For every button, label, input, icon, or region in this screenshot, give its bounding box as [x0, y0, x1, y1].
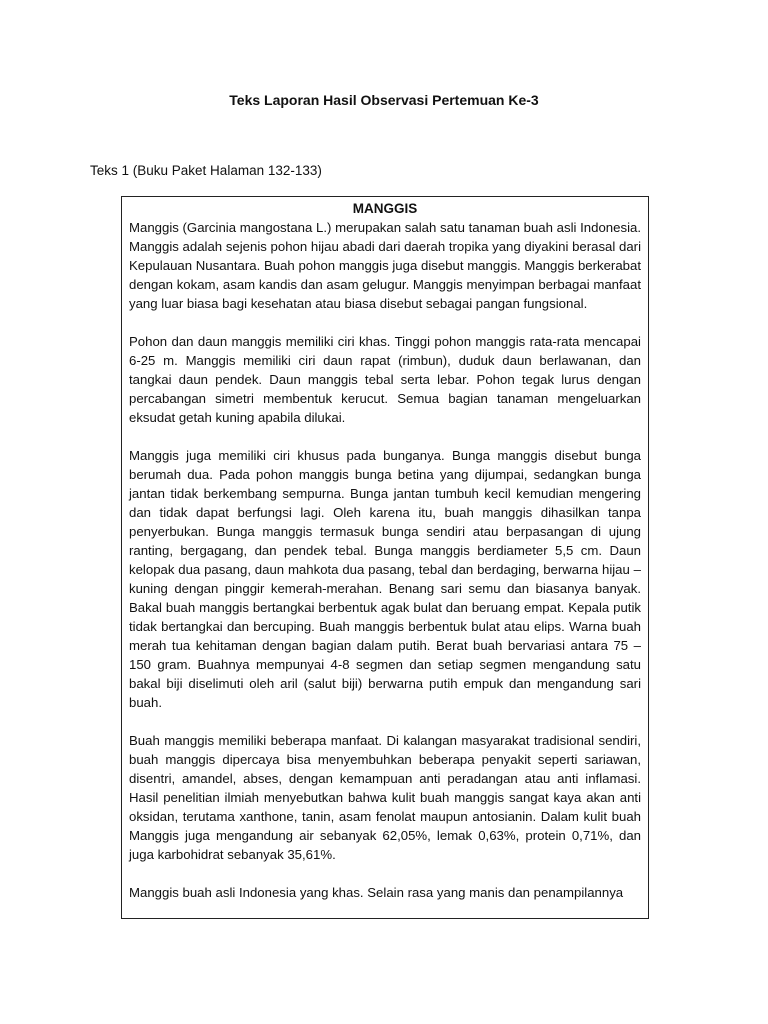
- text-source-subheading: Teks 1 (Buku Paket Halaman 132-133): [90, 163, 322, 178]
- paragraph-intro: Manggis (Garcinia mangostana L.) merupakan salah satu tanaman buah asli Indonesia. Manggis adalah sejenis pohon hijau abadi dari daerah tropika yang diyakini berasal dari Kepulauan Nusantara. Buah pohon manggis juga disebut manggis. Manggis berkerabat dengan kokam, asam kandis dan asam gelugur. Manggis menyimpan berbagai manfaat yang luar biasa bagi kesehatan atau biasa disebut sebagai pangan fungsional.: [129, 220, 641, 311]
- paragraph-benefits: Buah manggis memiliki beberapa manfaat. Di kalangan masyarakat tradisional sendiri, buah manggis dipercaya bisa menyembuhkan beberapa penyakit seperti sariawan, disentri, amandel, abses, dengan kemampuan anti peradangan atau anti inflamasi. Hasil penelitian ilmiah menyebutkan bahwa kulit buah manggis sangat kaya akan anti oksidan, terutama xanthone, tanin, asam fenolat maupun antosianin. Dalam kulit buah Manggis juga mengandung air sebanyak 62,05%, lemak 0,63%, protein 0,71%, dan juga karbohidrat sebanyak 35,61%.: [129, 733, 641, 862]
- document-title: Teks Laporan Hasil Observasi Pertemuan Ke-3: [229, 92, 539, 108]
- box-heading: MANGGIS: [352, 201, 418, 216]
- text-box: [121, 196, 649, 919]
- paragraph-tree-leaves: Pohon dan daun manggis memiliki ciri khas. Tinggi pohon manggis rata-rata mencapai 6-25 m. Manggis memiliki ciri daun rapat (rimbun), duduk daun berlawanan, dan tangkai daun pendek. Daun manggis tebal serta lebar. Pohon tegak lurus dengan percabangan simetri membentuk kerucut. Semua bagian tanaman mengeluarkan eksudat getah kuning apabila dilukai.: [129, 334, 641, 425]
- paragraph-closing: Manggis buah asli Indonesia yang khas. Selain rasa yang manis dan penampilannya: [129, 885, 624, 900]
- paragraph-flowers-fruit: Manggis juga memiliki ciri khusus pada bunganya. Bunga manggis disebut bunga berumah dua. Pada pohon manggis bunga betina yang dijumpai, sedangkan bunga jantan tidak berkembang sempurna. Bunga jantan tumbuh kecil kemudian mengering dan tidak dapat berfungsi lagi. Oleh karena itu, buah manggis dihasilkan tanpa penyerbukan. Bunga manggis termasuk bunga sendiri atau berpasangan di ujung ranting, bergagang, dan pendek tebal. Bunga manggis berdiameter 5,5 cm. Daun kelopak dua pasang, daun mahkota dua pasang, tebal dan berdaging, berwarna hijau – kuning dengan pinggir kemerah-merahan. Benang sari semu dan biasanya banyak. Bakal buah manggis bertangkai berbentuk agak bulat dan beruang empat. Kepala putik tidak bertangkai dan bercuping. Buah manggis berbentuk bulat atau elips. Warna buah merah tua kehitaman dengan bagian dalam putih. Berat buah bervariasi antara 75 – 150 gram. Buahnya mempunyai 4-8 segmen dan setiap segmen mengandung satu bakal biji diselimuti oleh aril (salut biji) berwarna putih empuk dan mengandung sari buah.: [129, 448, 641, 710]
